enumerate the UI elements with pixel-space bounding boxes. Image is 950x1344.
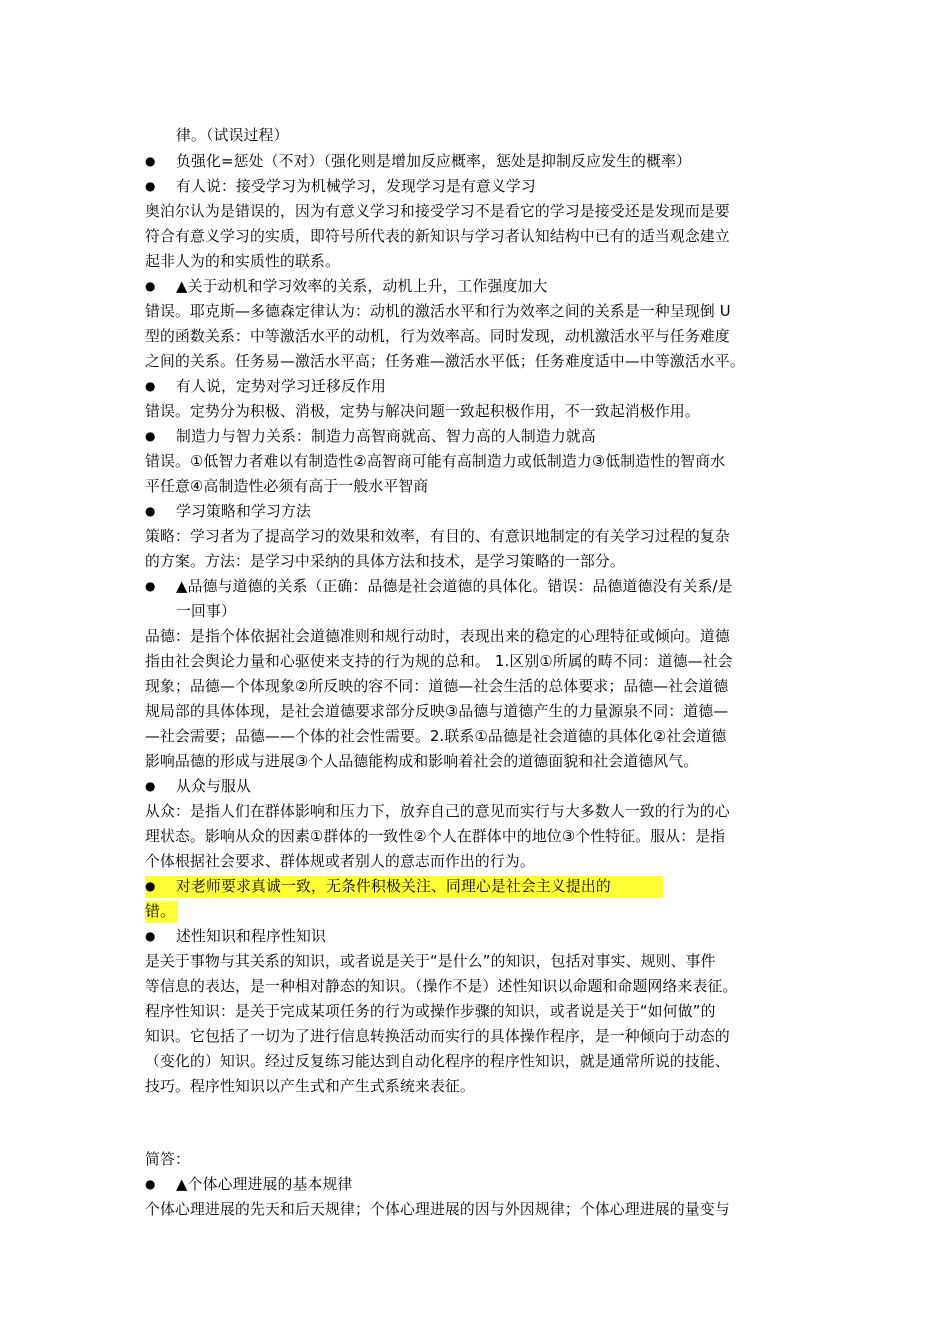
text-line: 影响品德的形成与进展③个人品德能构成和影响着社会的道德面貌和社会道德风气。 (145, 753, 699, 770)
bullet-item: 负强化=惩处（不对）（强化则是增加反应概率，惩处是抑制反应发生的概率） (176, 153, 692, 170)
text-line: 现象；品德—个体现象②所反映的容不同：道德—社会生活的总体要求；品德—社会道德 (145, 678, 729, 695)
text-line: 的方案。方法：是学习中采纳的具体方法和技术，是学习策略的一部分。 (145, 553, 625, 570)
bullet-item: ▲关于动机和学习效率的关系，动机上升，工作强度加大 (176, 278, 548, 295)
bullet-item: 有人说：接受学习为机械学习，发现学习是有意义学习 (176, 178, 536, 195)
text-line: 是关于事物与其关系的知识，或者说是关于“是什么”的知识，包括对事实、规则、事件 (145, 953, 716, 970)
section-heading: 简答： (145, 1151, 190, 1168)
text-line: 策略：学习者为了提高学习的效果和效率，有目的、有意识地制定的有关学习过程的复杂 (145, 528, 730, 545)
text-line: 错误。①低智力者难以有制造性②高智商可能有高制造力或低制造力③低制造性的智商水 (145, 453, 726, 470)
text-line: 指由社会舆论力量和心驱使来支持的行为规的总和。 1.区别①所属的畴不同：道德—社会 (145, 653, 733, 670)
text-line: 起非人为的和实质性的联系。 (145, 253, 340, 270)
text-line: 符合有意义学习的实质，即符号所代表的新知识与学习者认知结构中已有的适当观念建立 (145, 228, 730, 245)
bullet-icon: ● (145, 154, 156, 168)
text-line: 错误。耶克斯—多德森定律认为：动机的激活水平和行为效率之间的关系是一种呈现倒 U (145, 303, 731, 320)
text-line: 律。（试误过程） (176, 127, 289, 144)
highlighted-bullet-item: 对老师要求真诚一致，无条件积极关注、同理心是社会主义提出的 (176, 878, 611, 895)
text-line: 理状态。影响从众的因素①群体的一致性②个人在群体中的地位③个性特征。服从：是指 (145, 828, 726, 845)
text-line: 规局部的具体体现，是社会道德要求部分反映③品德与道德产生的力量源泉不同：道德— (145, 703, 729, 720)
bullet-icon: ● (145, 1177, 156, 1191)
text-line: 个体心理进展的先天和后天规律；个体心理进展的因与外因规律；个体心理进展的量变与 (145, 1201, 730, 1218)
text-line: 错误。定势分为积极、消极，定势与解决问题一致起积极作用，不一致起消极作用。 (145, 403, 700, 420)
text-line: 型的函数关系：中等激活水平的动机，行为效率高。同时发现，动机激活水平与任务难度 (145, 328, 730, 345)
bullet-icon: ● (145, 504, 156, 518)
text-line: 个体根据社会要求、群体规或者别人的意志而作出的行为。 (145, 853, 535, 870)
bullet-icon: ● (145, 779, 156, 793)
bullet-item: 制造力与智力关系：制造力高智商就高、智力高的人制造力就高 (176, 428, 596, 445)
bullet-item: 从众与服从 (176, 778, 251, 795)
text-line: —社会需要；品德——个体的社会性需要。2.联系①品德是社会道德的具体化②社会道德 (145, 728, 727, 745)
text-line: 奥泊尔认为是错误的，因为有意义学习和接受学习不是看它的学习是接受还是发现而是要 (145, 203, 730, 220)
bullet-icon: ● (145, 579, 156, 593)
bullet-item: ▲个体心理进展的基本规律 (176, 1176, 353, 1193)
highlighted-answer: 错。 (145, 903, 175, 920)
text-line: （变化的）知识。经过反复练习能达到自动化程序的程序性知识，就是通常所说的技能、 (145, 1053, 730, 1070)
bullet-icon: ● (145, 379, 156, 393)
bullet-item: 学习策略和学习方法 (176, 503, 311, 520)
text-line: 品德：是指个体依据社会道德准则和规行动时，表现出来的稳定的心理特征或倾向。道德 (145, 628, 730, 645)
text-line: 等信息的表达，是一种相对静态的知识。（操作不是）述性知识以命题和命题网络来表征。 (145, 978, 738, 995)
text-line: 技巧。程序性知识以产生式和产生式系统来表征。 (145, 1078, 475, 1095)
bullet-item: 述性知识和程序性知识 (176, 928, 326, 945)
bullet-item-continuation: 一回事） (176, 603, 236, 620)
bullet-icon: ● (145, 279, 156, 293)
bullet-item: ▲品德与道德的关系（正确：品德是社会道德的具体化。错误：品德道德没有关系/是 (176, 578, 733, 595)
bullet-icon: ● (145, 179, 156, 193)
bullet-icon: ● (145, 929, 156, 943)
bullet-item: 有人说，定势对学习迁移反作用 (176, 378, 386, 395)
bullet-icon: ● (145, 429, 156, 443)
text-line: 之间的关系。任务易—激活水平高；任务难—激活水平低；任务难度适中—中等激活水平。 (145, 353, 745, 370)
bullet-icon: ● (145, 879, 156, 893)
text-line: 从众：是指人们在群体影响和压力下，放弃自己的意见而实行与大多数人一致的行为的心 (145, 803, 730, 820)
text-line: 平任意④高制造性必须有高于一般水平智商 (145, 478, 429, 495)
text-line: 程序性知识：是关于完成某项任务的行为或操作步骤的知识，或者说是关于“如何做”的 (145, 1003, 716, 1020)
text-line: 知识。它包括了一切为了进行信息转换活动而实行的具体操作程序，是一种倾向于动态的 (145, 1028, 730, 1045)
